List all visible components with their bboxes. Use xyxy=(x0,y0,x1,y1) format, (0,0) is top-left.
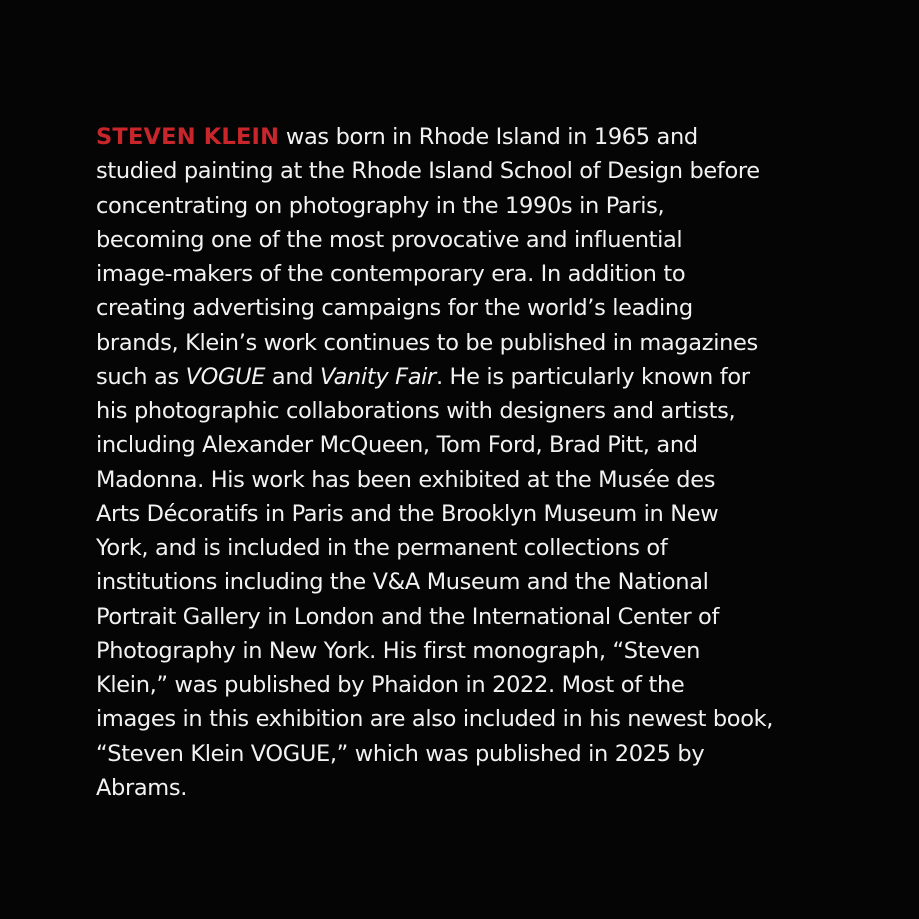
bio-line-text: and xyxy=(265,363,321,390)
bio-line-16: Photography in New York. His first monograph, “Steven xyxy=(96,637,701,664)
bio-line-20: Abrams. xyxy=(96,774,188,801)
bio-line-4: becoming one of the most provocative and influential xyxy=(96,226,683,253)
bio-line-19: “Steven Klein VOGUE,” which was published in 2025 by xyxy=(96,740,705,767)
bio-line-10: including Alexander McQueen, Tom Ford, Brad Pitt, and xyxy=(96,432,698,459)
artist-biography xyxy=(96,120,836,805)
bio-line-1 xyxy=(96,120,836,154)
magazine-title-vanity-fair: Vanity Fair xyxy=(320,363,436,390)
bio-line-14: institutions including the V&A Museum and the National xyxy=(96,569,709,596)
bio-line-2: studied painting at the Rhode Island School of Design before xyxy=(96,158,760,185)
bio-line-13: York, and is included in the permanent collections of xyxy=(96,535,668,561)
bio-line-text: . He is particularly known for xyxy=(435,363,750,390)
bio-line-text: was born in Rhode Island in 1965 and xyxy=(279,124,698,150)
bio-line-11: Madonna. His work has been exhibited at the Musée des xyxy=(96,466,716,493)
bio-line-17: Klein,” was published by Phaidon in 2022. Most of the xyxy=(96,672,685,698)
bio-line-12: Arts Décoratifs in Paris and the Brooklyn Museum in New xyxy=(96,500,719,527)
bio-line-7: brands, Klein’s work continues to be published in magazines xyxy=(96,329,758,356)
bio-line-18: images in this exhibition are also included in his newest book, xyxy=(96,706,774,733)
bio-line-9: his photographic collaborations with designers and artists, xyxy=(96,398,736,424)
bio-line-15: Portrait Gallery in London and the International Center of xyxy=(96,603,720,630)
bio-line-5: image-makers of the contemporary era. In addition to xyxy=(96,261,686,287)
artist-name: STEVEN KLEIN xyxy=(96,124,280,150)
bio-line-6: creating advertising campaigns for the world’s leading xyxy=(96,295,693,322)
bio-line-text: such as xyxy=(96,363,186,390)
bio-line-8 xyxy=(96,360,836,394)
magazine-title-vogue: VOGUE xyxy=(185,363,266,390)
bio-line-3: concentrating on photography in the 1990s in Paris, xyxy=(96,192,665,219)
